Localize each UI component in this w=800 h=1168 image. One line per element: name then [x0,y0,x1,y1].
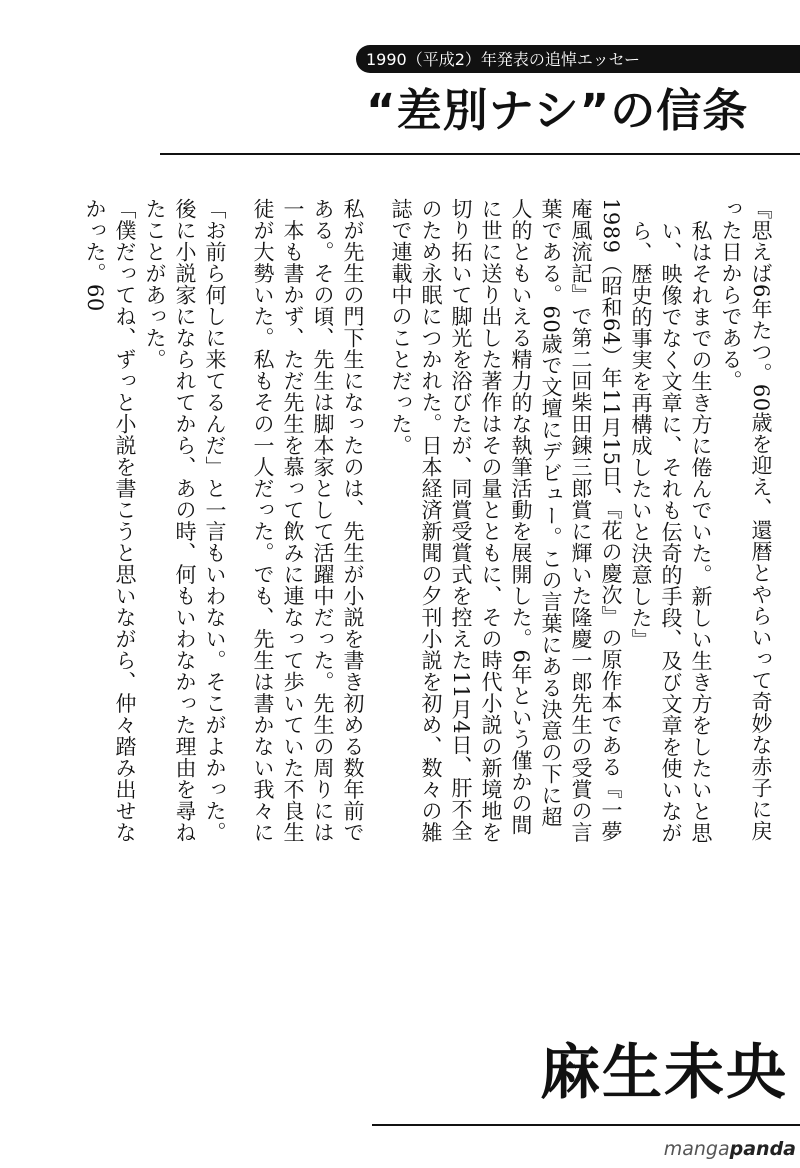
paragraph-quote-1: 『思えば6年たつ。60歳を迎え、還暦とやらいって奇妙な赤子に戻った日からである。 [719,198,773,842]
site-watermark [624,1136,796,1162]
author-divider [372,1124,800,1126]
paragraph-award: 1989（昭和64）年11月15日、『花の慶次』の原作本である『一夢庵風流記』で第二回柴田錬三郎賞に輝いた隆慶一郎先生の受賞の言葉である。60歳で文壇にデビュー。この言葉にある決意の下に超人的ともいえる精力的な執筆活動を展開した。6年という僅かの間に世に送り出した著作はその量とともに、その時代小説の新境地を切り拓いて脚光を浴びたが、同賞受賞式を控えた11月4日、肝不全のため永眠につかれた。日本経済新聞の夕刊小説を初め、数々の雑誌で連載中のことだった。 [389,198,623,843]
watermark-part-2: panda [729,1138,796,1160]
title-divider [160,153,800,155]
subtitle: 1990（平成2）年発表の追悼エッセー [366,50,640,69]
paragraph-disciple: 私が先生の門下生になったのは、先生が小説を書き初める数年前である。その頃、先生は脚本家として活躍中だった。先生の周りには一本も書かず、ただ先生を慕って飲みに連なって歩いていた不良生徒が大勢いた。私もその一人だった。でも、先生は書かない我々に [251,198,365,843]
essay-body [30,198,776,848]
paragraph-quote-2: 私はそれまでの生き方に倦んでいた。新しい生き方をしたいと思い、映像でなく文章に、それも伝奇的手段、及び文章を使いながら、歴史的事実を再構成したいと決意した』 [629,220,713,844]
essay-title: “差別ナシ”の信条 [366,84,749,137]
paragraph-quote-3: 「お前ら何しに来てるんだ」と一言もいわない。そこがよかった。 [203,198,227,843]
watermark-part-1: manga [663,1138,730,1160]
paragraph-later: 後に小説家になられてから、あの時、何もいわなかった理由を尋ねたことがあった。 [143,198,197,843]
paragraph-quote-4: 「僕だってね、ずっと小説を書こうと思いながら、仲々踏み出せなかった。60 [83,198,137,843]
author-name: 麻生未央 [540,1038,788,1108]
